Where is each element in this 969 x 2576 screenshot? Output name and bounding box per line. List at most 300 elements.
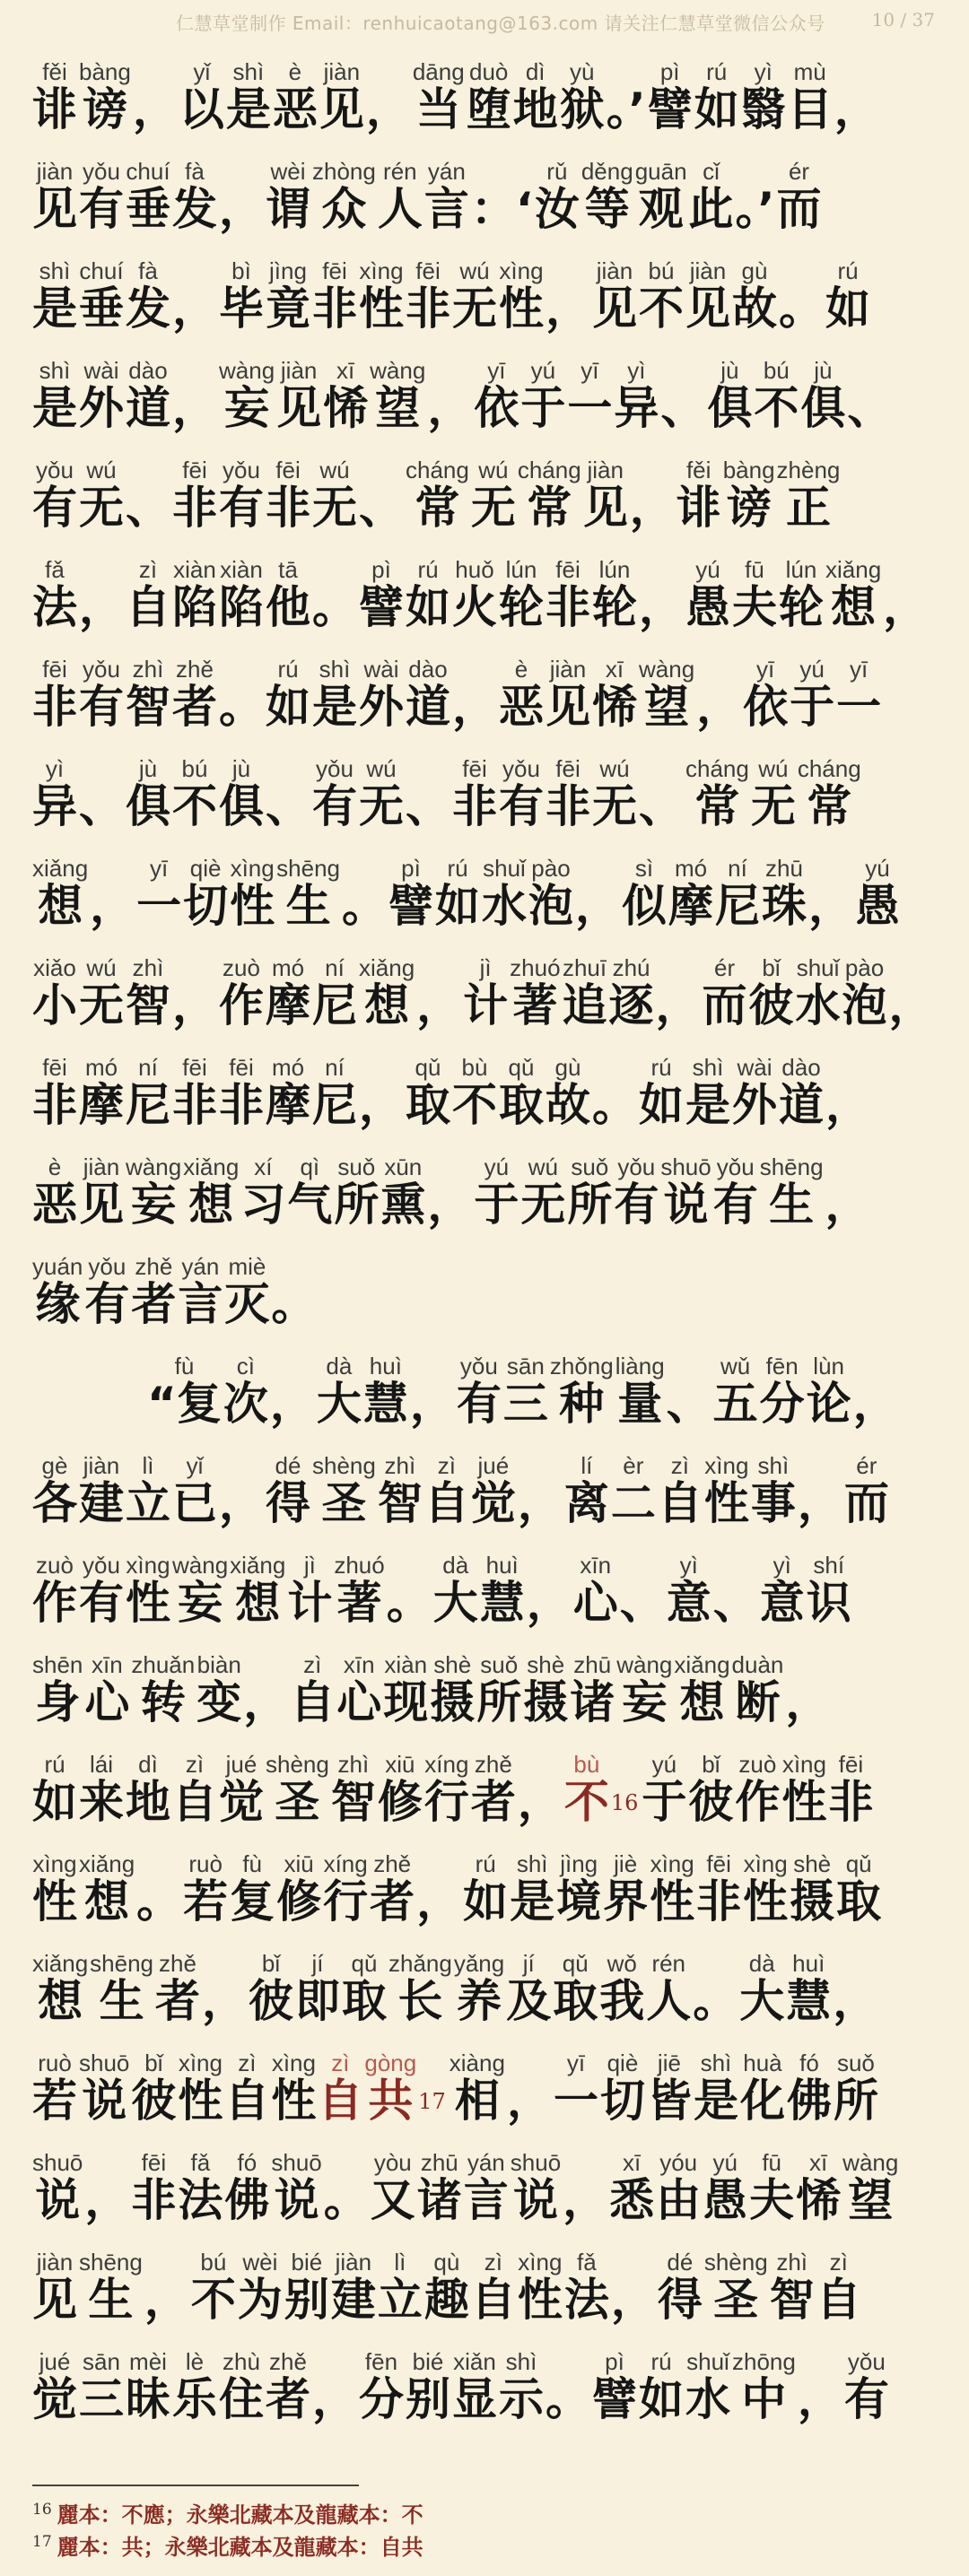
pinyin: ruò (183, 1849, 229, 1877)
punctuation: ， (132, 83, 178, 135)
character: 摩mó (668, 854, 713, 932)
punctuation: ， (610, 2273, 656, 2326)
character: 若ruò (183, 1849, 229, 1928)
pinyin: zì (224, 2049, 270, 2076)
character: 自zì (470, 2248, 516, 2326)
character: 而ér (843, 1451, 889, 1529)
character: 妄wàng (126, 1153, 182, 1231)
character: 心xīn (572, 1551, 618, 1629)
punctuation: 、 (406, 779, 450, 832)
character: 自zì (224, 2049, 270, 2127)
pinyin: xíng (323, 1849, 369, 1877)
pinyin: yán (463, 2148, 509, 2176)
pinyin: fēi (312, 257, 357, 284)
character: 如rú (435, 854, 480, 932)
pinyin: jiàn (592, 257, 637, 284)
pinyin: xìng (517, 2248, 563, 2276)
text-line (32, 1231, 938, 1330)
character: 垂chuí (126, 157, 170, 235)
pinyin: wàng (639, 655, 695, 683)
pinyin: jù (707, 356, 753, 384)
pinyin: xiàng (449, 2049, 505, 2076)
character: 心xīn (84, 1650, 130, 1728)
punctuation: ， (172, 381, 217, 434)
character: 火huǒ (452, 555, 497, 633)
character: 性xìng (650, 1849, 695, 1928)
pinyin: bié (284, 2248, 329, 2276)
pinyin: ruò (32, 2049, 77, 2076)
pinyin: pào (842, 953, 887, 981)
pinyin: jué (219, 1750, 264, 1778)
punctuation: ， (416, 979, 462, 1031)
pinyin: jiàn (79, 1451, 124, 1479)
pinyin: yú (474, 1153, 519, 1180)
character: 分fēn (359, 2347, 404, 2425)
character: 故gù (546, 1053, 590, 1131)
punctuation: 。 (693, 1974, 738, 2027)
text-line (32, 1928, 938, 2027)
punctuation: ， (797, 1476, 842, 1529)
pinyin: ér (776, 157, 822, 185)
footnote-text: 麗本：共；永樂北藏本及龍藏本：自共 (57, 2535, 423, 2560)
pinyin: mó (668, 854, 713, 882)
character: 生shēng (90, 1949, 153, 2027)
text-line (32, 1031, 938, 1131)
character: 而ér (702, 953, 747, 1031)
character: 外wài (732, 1053, 777, 1131)
character: 依yī (474, 356, 519, 434)
pinyin: bì (219, 257, 264, 284)
sutra-text-body (32, 36, 938, 2425)
character: 见jiàn (592, 257, 637, 335)
pinyin: zuò (219, 953, 264, 981)
character: 一yī (836, 655, 882, 733)
character: 住zhù (219, 2347, 264, 2425)
pinyin: lún (592, 555, 637, 583)
pinyin: zhuó (510, 953, 561, 981)
pinyin: bǐ (688, 1750, 734, 1778)
pinyin: rú (639, 1053, 684, 1081)
character: 慧huì (479, 1551, 525, 1629)
pinyin: wàng (219, 356, 275, 384)
pinyin: lì (126, 1451, 170, 1479)
character: 望wàng (842, 2148, 899, 2226)
pinyin: xiǎo (32, 953, 77, 981)
character: 觉jué (219, 1750, 264, 1828)
character: 性xìng (517, 2248, 563, 2326)
text-line (32, 335, 938, 434)
character: 境jìng (556, 1849, 602, 1928)
pinyin: jiàn (32, 157, 77, 185)
character: 珠zhū (762, 854, 807, 932)
character: 夫fū (749, 2148, 795, 2226)
pinyin: chuí (79, 257, 124, 284)
character: 人rén (646, 1949, 692, 2027)
text-line (32, 1828, 938, 1928)
character: 作zuò (735, 1750, 781, 1828)
character: 大dà (739, 1949, 785, 2027)
pinyin: fēi (172, 456, 217, 483)
punctuation: ， (243, 1675, 289, 1728)
pinyin: cháng (406, 456, 469, 483)
pinyin: pì (592, 2347, 637, 2375)
character: 法fǎ (563, 2248, 609, 2326)
character: 想xiǎng (359, 953, 415, 1031)
pinyin: dào (779, 1053, 824, 1081)
punctuation: ， (359, 1078, 404, 1131)
character: 者zhě (155, 1949, 200, 2027)
pinyin: ér (702, 953, 747, 981)
pinyin: bú (639, 257, 684, 284)
character: 见jiàn (546, 655, 590, 733)
character: 不bù (452, 1053, 497, 1131)
punctuation: ， (526, 1576, 572, 1629)
pinyin: yán (178, 1252, 223, 1280)
pinyin: cháng (797, 754, 861, 782)
character: 依yī (743, 655, 789, 733)
pinyin: yì (759, 1551, 805, 1579)
character: 轮lún (592, 555, 637, 633)
pinyin: rú (463, 1849, 509, 1877)
pinyin: lùn (806, 1352, 851, 1379)
character: 水shuǐ (685, 2347, 730, 2425)
pinyin: rú (266, 655, 310, 683)
pinyin: fěi (32, 57, 77, 85)
pinyin: fēi (32, 1053, 77, 1081)
character: 立lì (126, 1451, 170, 1529)
punctuation: 。 (546, 2372, 590, 2425)
character: 法fǎ (32, 555, 77, 633)
character: 乐lè (172, 2347, 217, 2425)
pinyin: shì (750, 1451, 796, 1479)
character: 想xiǎng (32, 854, 89, 932)
character: 有yǒu (79, 1551, 124, 1629)
pinyin: yú (855, 854, 900, 882)
pinyin: lái (79, 1750, 124, 1778)
character: 望wàng (639, 655, 695, 733)
character: 非fēi (172, 1053, 217, 1131)
character: 自zì (657, 1451, 703, 1529)
character: 外wài (359, 655, 404, 733)
pinyin: huà (739, 2049, 785, 2076)
punctuation: 、 (359, 481, 404, 534)
character: 缘yuán (32, 1252, 83, 1330)
pinyin: wàng (126, 1153, 182, 1180)
character: 垂chuí (79, 257, 124, 335)
punctuation: ， (563, 2173, 608, 2226)
pinyin: fū (749, 2148, 795, 2176)
pinyin: rú (32, 1750, 77, 1778)
pinyin: fēi (266, 456, 310, 483)
pinyin: jiàn (546, 655, 590, 683)
character: 次cì (223, 1352, 268, 1430)
character: 尼ní (126, 1053, 170, 1131)
character: 非fēi (32, 655, 77, 733)
character: 地dì (512, 57, 558, 135)
character: 智zhì (126, 655, 170, 733)
footnote-item (32, 2526, 423, 2558)
text-line (32, 135, 938, 235)
text-line (32, 733, 938, 832)
character: 化huà (739, 2049, 785, 2127)
pinyin: zhě (470, 1750, 516, 1778)
character: 由yóu (656, 2148, 702, 2226)
character: 行xíng (423, 1750, 469, 1828)
pinyin: xiǎn (452, 2347, 497, 2375)
character: 一yī (567, 356, 613, 434)
punctuation: ， (219, 182, 264, 235)
pinyin: zhèng (776, 456, 841, 483)
pinyin: zhuī (562, 953, 607, 981)
pinyin: shì (225, 57, 271, 85)
pinyin: shì (312, 655, 357, 683)
footnote-text: 麗本：不應；永樂北藏本及龍藏本：不 (57, 2502, 423, 2528)
character: 法fǎ (178, 2148, 223, 2226)
pinyin: cháng (517, 456, 581, 483)
character: 修xiū (377, 1750, 423, 1828)
pinyin: fēn (759, 1352, 805, 1379)
character: 见jiàn (319, 57, 364, 135)
character: 是shì (510, 1849, 555, 1928)
pinyin: shuō (510, 2148, 562, 2176)
pinyin: yǒu (614, 1153, 659, 1180)
pinyin: lè (172, 2347, 217, 2375)
pinyin: mèi (126, 2347, 170, 2375)
character: 有yǒu (219, 456, 264, 534)
pinyin: fà (172, 157, 217, 185)
character: 性xìng (781, 1750, 827, 1828)
pinyin: xī (592, 655, 637, 683)
text-line (32, 1330, 938, 1430)
pinyin: zhǎng (388, 1949, 452, 1977)
pinyin: zhì (769, 2248, 815, 2276)
character: 人rén (377, 157, 423, 235)
text-line (32, 2127, 938, 2226)
punctuation: 、 (266, 779, 310, 832)
footnote-ref[interactable]: 17 (418, 2089, 446, 2114)
character: 以yǐ (179, 57, 224, 135)
text-line (32, 2326, 938, 2425)
pinyin: bù (452, 1053, 497, 1081)
pinyin: pì (647, 57, 693, 85)
character: 如rú (406, 555, 450, 633)
text-line (32, 633, 938, 733)
pinyin: fēi (696, 1849, 742, 1877)
pinyin: zì (470, 2248, 516, 2276)
character: 彼bǐ (748, 953, 794, 1031)
character: 非fēi (172, 456, 217, 534)
character: 有yǒu (499, 754, 544, 832)
character: 得dé (266, 1451, 310, 1529)
pinyin: xīn (84, 1650, 130, 1678)
character: 陷xiàn (219, 555, 264, 633)
pinyin: qiè (183, 854, 229, 882)
character: 切qiè (599, 2049, 645, 2127)
character: 性xìng (703, 1451, 749, 1529)
character: 相xiàng (449, 2049, 505, 2127)
character: 见jiàn (685, 257, 730, 335)
pinyin: wèi (237, 2248, 283, 2276)
character: 又yòu (370, 2148, 415, 2226)
pinyin: huǒ (452, 555, 497, 583)
pinyin: wú (79, 456, 124, 483)
character: 水shuǐ (795, 953, 841, 1031)
pinyin: fěi (676, 456, 721, 483)
character: 转zhuǎn (131, 1650, 196, 1728)
character: 外wài (79, 356, 124, 434)
pinyin: xī (796, 2148, 842, 2176)
character: 如rú (463, 1849, 509, 1928)
pinyin: děng (581, 157, 633, 185)
character: 说shuō (79, 2049, 130, 2127)
punctuation: ， (312, 2372, 357, 2425)
pinyin: chuí (126, 157, 170, 185)
pinyin: dà (739, 1949, 785, 1977)
character: 著zhuó (334, 1551, 385, 1629)
pinyin: yī (743, 655, 789, 683)
character: 俱jù (219, 754, 264, 832)
character: 想xiǎng (825, 555, 882, 633)
pinyin: jiàn (32, 2248, 77, 2276)
header-source-text: 仁慧草堂制作 Email：renhuicaotang@163.com 请关注仁慧草堂微信公众号 (176, 13, 825, 34)
pinyin: mó (266, 1053, 310, 1081)
pinyin: fēi (452, 754, 497, 782)
character: 众zhòng (312, 157, 376, 235)
punctuation: 。 (271, 1277, 317, 1330)
punctuation: ， (427, 381, 473, 434)
punctuation: ， (629, 481, 675, 534)
text-line (32, 235, 938, 335)
pinyin: xī (609, 2148, 655, 2176)
character: 摄shè (790, 1849, 835, 1928)
character: 者zhě (131, 1252, 177, 1330)
character: 想xiǎng (674, 1650, 730, 1728)
character: 取qǔ (499, 1053, 544, 1131)
punctuation: 、 (79, 779, 124, 832)
pinyin: dào (126, 356, 170, 384)
pinyin: zhuǎn (131, 1650, 196, 1678)
character: 所suǒ (334, 1153, 380, 1231)
pinyin: zhě (131, 1252, 177, 1280)
character: 离lí (563, 1451, 609, 1529)
pinyin: bàng (722, 456, 775, 483)
pinyin: yuán (32, 1252, 83, 1280)
pinyin: dì (512, 57, 558, 85)
pinyin: wèi (266, 157, 310, 185)
punctuation: ， (696, 680, 742, 733)
pinyin: ní (312, 1053, 357, 1081)
pinyin: shì (499, 2347, 544, 2375)
character: 慧huì (786, 1949, 832, 2027)
pinyin: è (499, 655, 544, 683)
pinyin: jué (470, 1451, 516, 1479)
pinyin: xiǎng (359, 953, 415, 981)
character: 非fēi (696, 1849, 742, 1928)
pinyin: shì (685, 1053, 730, 1081)
pinyin: shèng (266, 1750, 329, 1778)
character: 种zhǒng (549, 1352, 614, 1430)
text-line (32, 36, 938, 135)
pinyin: fēi (828, 1750, 874, 1778)
pinyin: bǐ (249, 1949, 293, 1977)
character: 说shuō (660, 1153, 711, 1231)
pinyin: jiàn (79, 1153, 124, 1180)
character: 有yǒu (79, 655, 124, 733)
text-line (32, 832, 938, 932)
pinyin: rú (639, 2347, 684, 2375)
character: 一yī (553, 2049, 598, 2127)
character: 智zhì (330, 1750, 376, 1828)
pinyin: yú (703, 2148, 748, 2176)
pinyin: fǎ (563, 2248, 609, 2276)
punctuation: ， (506, 2074, 552, 2127)
character: 大dà (432, 1551, 478, 1629)
pinyin: wài (79, 356, 124, 384)
pinyin: xiǎng (32, 854, 89, 882)
character: 恶è (499, 655, 544, 733)
character: 妄wàng (219, 356, 275, 434)
pinyin: qǔ (553, 1949, 598, 1977)
pinyin: lì (377, 2248, 423, 2276)
pinyin: suǒ (334, 1153, 380, 1180)
pinyin: lún (779, 555, 824, 583)
character: 堕duò (466, 57, 511, 135)
pinyin: xiǎng (32, 1949, 89, 1977)
punctuation: ， (416, 1875, 462, 1928)
character: 取qǔ (836, 1849, 882, 1928)
pinyin: yǒu (456, 1352, 502, 1379)
pinyin: wǔ (712, 1352, 758, 1379)
pinyin: shí (806, 1551, 851, 1579)
character: 常cháng (517, 456, 581, 534)
punctuation: ， (409, 1377, 455, 1430)
character: 来lái (79, 1750, 124, 1828)
character: 为wèi (237, 2248, 283, 2326)
character: 自zì (423, 1451, 469, 1529)
character: 尼ní (715, 854, 760, 932)
pinyin: zì (290, 1650, 336, 1678)
pinyin: dào (406, 655, 450, 683)
character: 界jiè (603, 1849, 649, 1928)
character: 是shì (32, 257, 77, 335)
character: 逐zhú (608, 953, 654, 1031)
character: 作zuò (32, 1551, 77, 1629)
pinyin: cǐ (688, 157, 734, 185)
pinyin: zhì (126, 953, 170, 981)
pinyin: yǎng (453, 1949, 505, 1977)
pinyin: yú (520, 356, 566, 384)
pinyin: shēn (32, 1650, 83, 1678)
pinyin: yì (666, 1551, 711, 1579)
punctuation: 。’ (735, 182, 775, 235)
pinyin: zhū (570, 1650, 615, 1678)
pinyin: fēi (32, 655, 77, 683)
character: 等děng (581, 157, 633, 235)
character: 翳yì (740, 57, 786, 135)
character: 有yǒu (843, 2347, 889, 2425)
footnote-ref[interactable]: 16 (610, 1790, 639, 1815)
pinyin: bú (172, 754, 217, 782)
pinyin: xìng (126, 1551, 170, 1579)
character: 他tā (266, 555, 310, 633)
pinyin: gù (732, 257, 777, 284)
character: 作zuò (219, 953, 264, 1031)
character: 自zì (172, 1750, 217, 1828)
pinyin: xìng (650, 1849, 695, 1877)
pinyin: jí (295, 1949, 340, 1977)
pinyin: zhě (155, 1949, 200, 1977)
character: 轮lún (499, 555, 544, 633)
